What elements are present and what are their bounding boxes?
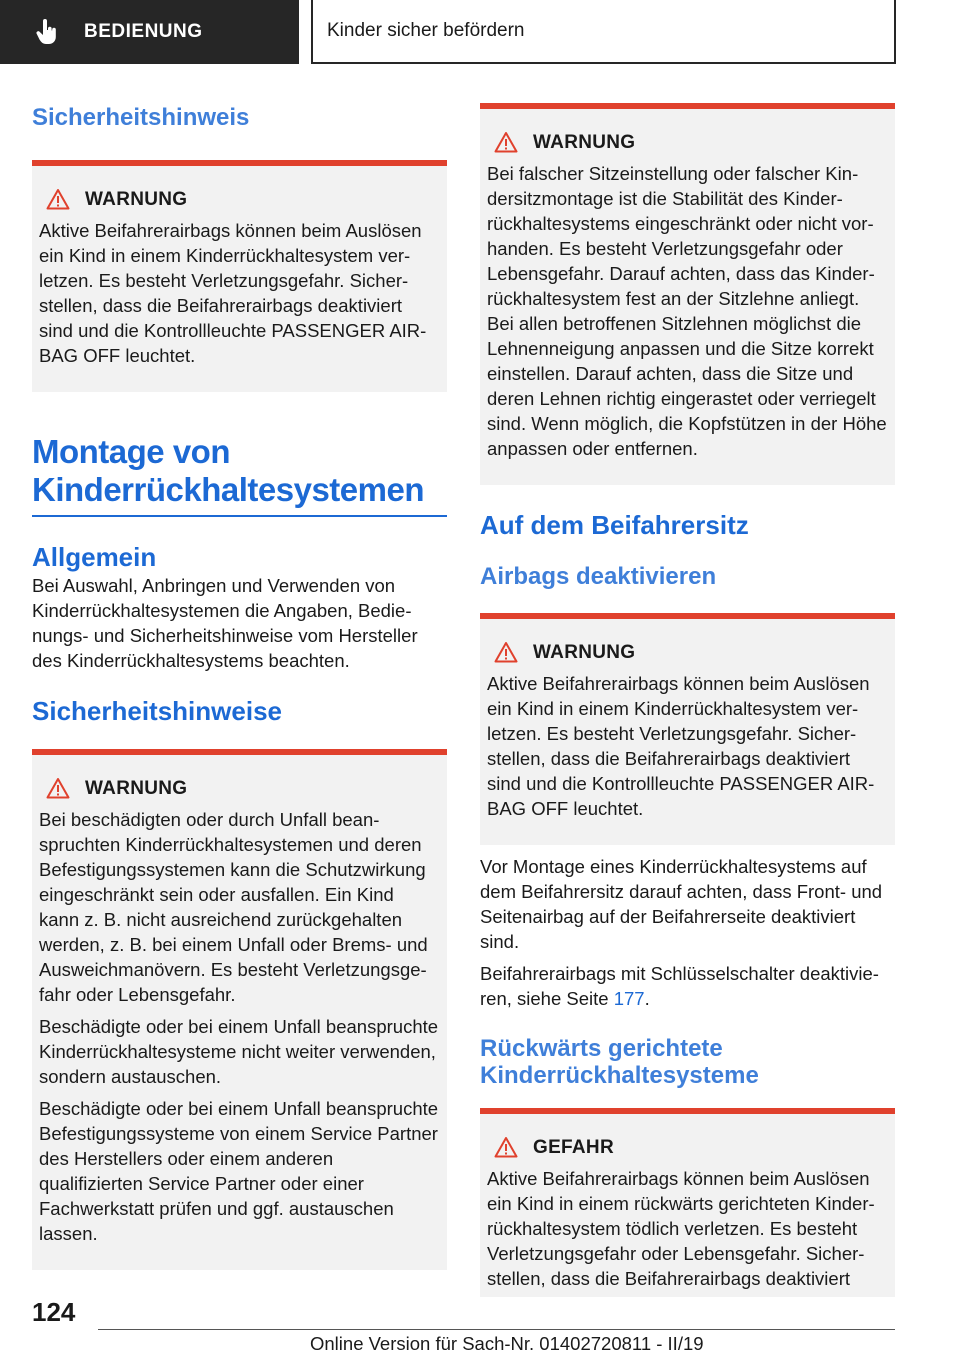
warning-text: Bei falscher Sitzeinstellung oder falscher Kindersitzmontage ist die Stabilität des Kinderrückhaltesystems eingeschränkt oder nicht vorhanden. Es besteht Verletzungsgefahr oder Lebensgefahr. Darauf achten, dass das Kinderrückhaltesystem fest an der Sitzlehne anliegt. Bei allen betroffenen Sitzlehnen möglichst die Lehnenneigung anpassen und die Sitze korrekt einstellen. Darauf achten, dass die Sitze und deren Lehnen richtig eingerastet oder verriegelt sind. Wenn möglich, die Kopfstützen in der Höhe anpassen oder entfernen. (487, 163, 887, 459)
footer-rule (98, 1329, 895, 1330)
warning-triangle-icon (494, 641, 518, 663)
warning-label: WARNUNG (533, 641, 636, 663)
paragraph-key-switch (480, 961, 895, 1011)
paragraph-front-side-airbag: Vor Montage eines Kinderrückhaltesystems auf dem Beifahrersitz darauf achten, dass Front- und Seitenairbag auf der Beifahrerseite deaktiviert sind. (480, 856, 883, 952)
section-title-text: Kinder sicher befördern (327, 20, 525, 41)
warning-text: Aktive Beifahrerairbags können beim Auslösen ein Kind in einem Kinderrückhaltesystem verletzen. Es besteht Verletzungsgefahr. Sicherstellen, dass die Beifahrerairbags deaktiviert sind und die Kontrollleuchte PASSENGER AIRBAG OFF leuchtet. (487, 673, 875, 819)
paragraph-key-switch-end: . (644, 988, 650, 1009)
warning-text-p2: Beschädigte oder bei einem Unfall beanspruchte Kinderrückhaltesysteme nicht weiter verwenden, sondern austauschen. (39, 1016, 439, 1087)
warning-text-p1: Bei beschädigten oder durch Unfall beanspruchten Kinderrückhaltesystemen und deren Befestigungssystemen kann die Schutzwirkung eingeschränkt sein oder ausfallen. Ein Kind kann z. B. nicht ausreichend zurückgehalten werden, z. B. bei einem Unfall oder Brems- und Ausweichmanövern. Es besteht Verletzungsgefahr oder Lebensgefahr. (39, 809, 428, 1005)
warning-head (487, 129, 887, 155)
page-number: 124 (32, 1297, 76, 1327)
heading-airbags-deaktivieren: Airbags deaktivieren (480, 563, 717, 590)
main-heading-line2: Kinderrückhaltesystemen (32, 471, 424, 508)
heading-sicherheitshinweise: Sicherheitshinweise (32, 696, 282, 726)
warning-box-airbag-passenger (480, 613, 895, 845)
warning-text: Aktive Beifahrerairbags können beim Auslösen ein Kind in einem Kinderrückhaltesystem verletzen. Es besteht Verletzungsgefahr. Sicherstellen, dass die Beifahrerairbags deaktiviert sind und die Kontrollleuchte PASSENGER AIRBAG OFF leuchtet. (39, 220, 427, 366)
left-column (32, 100, 447, 1270)
danger-text: Aktive Beifahrerairbags können beim Auslösen ein Kind in einem rückwärts gerichteten Kinderrückhaltesystem tödlich verletzen. Es besteht Verletzungsgefahr oder Lebensgefahr. Sicherstellen, dass die Beifahrerairbags deaktiviert (487, 1168, 875, 1289)
right-column (480, 103, 895, 1297)
heading-beifahrersitz: Auf dem Beifahrersitz (480, 510, 749, 540)
main-heading-line1: Montage von (32, 433, 230, 470)
warning-box-seat (480, 103, 895, 485)
warning-head (487, 639, 887, 665)
warning-triangle-icon (46, 188, 70, 210)
heading-rear-facing-line1: Rückwärts gerichtete (480, 1035, 723, 1062)
warning-label: WARNUNG (533, 131, 636, 153)
heading-rule (32, 515, 447, 517)
section-title (311, 0, 896, 64)
warning-box-damaged (32, 749, 447, 1270)
paragraph-key-switch-text: Beifahrerairbags mit Schlüsselschalter deaktivieren, siehe Seite (480, 963, 879, 1009)
hand-pointer-icon (36, 19, 58, 45)
page-link-177[interactable]: 177 (613, 988, 645, 1009)
warning-box-airbag (32, 160, 447, 392)
warning-label: WARNUNG (85, 188, 188, 210)
header-tab (0, 0, 299, 64)
heading-allgemein: Allgemein (32, 542, 157, 572)
danger-triangle-icon (494, 1136, 518, 1158)
danger-head (487, 1134, 887, 1160)
footer-online-version: Online Version für Sach-Nr. 01402720811 - II/19 (310, 1333, 704, 1354)
warning-head (39, 186, 439, 212)
warning-head (39, 775, 439, 801)
warning-triangle-icon (46, 777, 70, 799)
heading-rear-facing-line2: Kinderrückhaltesysteme (480, 1062, 759, 1089)
warning-label: WARNUNG (85, 777, 188, 799)
main-heading (32, 433, 447, 517)
general-text: Bei Auswahl, Anbringen und Verwenden von Kinderrückhaltesystemen die Angaben, Bedienungs- und Sicherheitshinweise vom Hersteller des Kinderrückhaltesystems beachten. (32, 575, 418, 671)
warning-triangle-icon (494, 131, 518, 153)
heading-sicherheitshinweis: Sicherheitshinweis (32, 104, 250, 131)
warning-text-p3: Beschädigte oder bei einem Unfall beanspruchte Befestigungssysteme von einem Service Partner des Herstellers oder einem anderen qualifizierten Service Partner oder einer Fachwerkstatt prüfen und ggf. austauschen lassen. (39, 1098, 439, 1244)
danger-label: GEFAHR (533, 1136, 614, 1158)
header-tab-label: BEDIENUNG (84, 21, 203, 42)
danger-box (480, 1108, 895, 1297)
